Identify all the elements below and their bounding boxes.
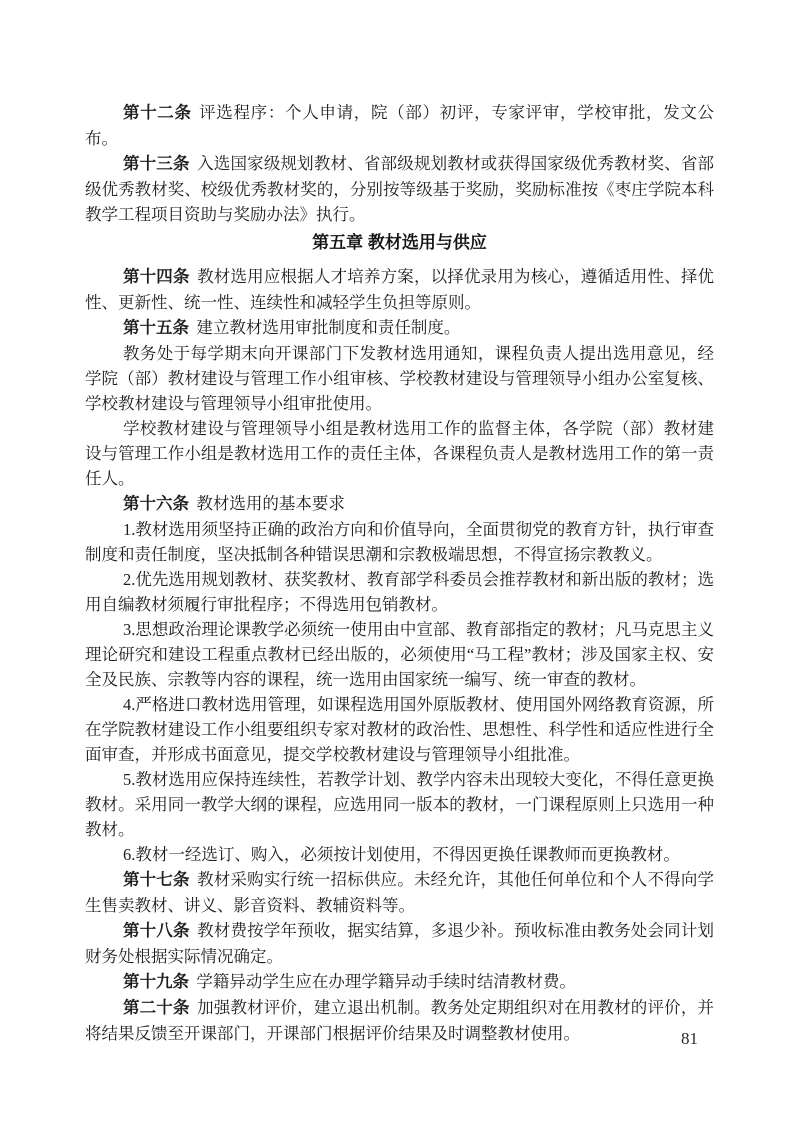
article-20-label: 第二十条 (122, 999, 190, 1017)
para-item-3 (85, 617, 714, 692)
para-item-4-text: 4.严格进口教材选用管理，如课程选用国外原版教材、使用国外网络教育资源，所在学院教材建设工作小组要组织专家对教材的政治性、思想性、科学性和适应性进行全面审查，并形成书面意见，提交学校教材建设与管理领导小组批准。 (85, 695, 714, 764)
para-article-13 (85, 151, 714, 227)
para-article-20 (85, 995, 714, 1046)
para-article-19 (85, 969, 714, 995)
para-item-2 (85, 567, 714, 617)
para-item-1 (85, 517, 714, 567)
article-18-label: 第十八条 (122, 922, 190, 940)
para-item-2-text: 2.优先选用规划教材、获奖教材、教育部学科委员会推荐教材和新出版的教材；选用自编教材须履行审批程序；不得选用包销教材。 (85, 570, 714, 614)
article-13-label: 第十三条 (122, 155, 190, 173)
article-14-text: 教材选用应根据人才培养方案，以择优录用为核心，遵循适用性、择优性、更新性、统一性、连续性和减轻学生负担等原则。 (85, 267, 715, 312)
article-17-label: 第十七条 (122, 871, 190, 889)
para-article-12 (85, 100, 714, 151)
para-item-5-text: 5.教材选用应保持连续性，若教学计划、教学内容未出现较大变化，不得任意更换教材。采用同一教学大纲的课程，应选用同一版本的教材，一门课程原则上只选用一种教材。 (85, 770, 714, 839)
article-17-text: 教材采购实行统一招标供应。未经允许，其他任何单位和个人不得向学生售卖教材、讲义、影音资料、教辅资料等。 (85, 870, 715, 915)
para-article-16 (85, 491, 714, 517)
article-19-label: 第十九条 (122, 973, 189, 991)
article-16-text: 教材选用的基本要求 (196, 494, 345, 513)
para-responsibility-bodies (85, 416, 714, 491)
para-article-17 (85, 867, 714, 918)
article-14-label: 第十四条 (122, 268, 190, 286)
para-article-18 (85, 918, 714, 969)
article-12-label: 第十二条 (122, 104, 192, 122)
para-item-5 (85, 767, 714, 842)
article-20-text: 加强教材评价，建立退出机制。教务处定期组织对在用教材的评价，并将结果反馈至开课部门，开课部门根据评价结果及时调整教材使用。 (85, 998, 715, 1043)
article-15-label: 第十五条 (122, 319, 189, 337)
article-16-label: 第十六条 (122, 495, 189, 513)
para-item-4 (85, 692, 714, 767)
para-item-6 (85, 842, 714, 867)
article-13-text: 入选国家级规划教材、省部级规划教材或获得国家级优秀教材奖、省部级优秀教材奖、校级优秀教材奖的，分别按等级基于奖励，奖励标准按《枣庄学院本科教学工程项目资助与奖励办法》执行。 (85, 154, 715, 224)
page-number: 81 (681, 1029, 698, 1048)
document-body (85, 100, 714, 1046)
para-article-15 (85, 315, 714, 341)
article-18-text: 教材费按学年预收，据实结算，多退少补。预收标准由教务处会同计划财务处根据实际情况确定。 (85, 921, 715, 966)
chapter-heading: 第五章 教材选用与供应 (312, 233, 487, 252)
para-item-3-text: 3.思想政治理论课教学必须统一使用由中宣部、教育部指定的教材；凡马克思主义理论研究和建设工程重点教材已经出版的，必须使用“马工程”教材；涉及国家主权、安全及民族、宗教等内容的课程，统一选用由国家统一编写、统一审查的教材。 (85, 620, 714, 689)
article-12-text: 评选程序：个人申请，院（部）初评，专家评审，学校审批，发文公布。 (85, 103, 715, 148)
article-15-text: 建立教材选用审批制度和责任制度。 (196, 318, 461, 337)
para-item-1-text: 1.教材选用须坚持正确的政治方向和价值导向，全面贯彻党的教育方针，执行审查制度和责任制度，坚决抵制各种错误思潮和宗教极端思想，不得宣扬宗教教义。 (85, 520, 714, 564)
para-item-6-text: 6.教材一经选订、购入，必须按计划使用，不得因更换任课教师而更换教材。 (122, 845, 680, 864)
article-19-text: 学籍异动学生应在办理学籍异动手续时结清教材费。 (196, 972, 576, 991)
para-responsibility-bodies-text: 学校教材建设与管理领导小组是教材选用工作的监督主体，各学院（部）教材建设与管理工作小组是教材选用工作的责任主体，各课程负责人是教材选用工作的第一责任人。 (85, 419, 714, 488)
para-jiaowuchu-notice-text: 教务处于每学期末向开课部门下发教材选用通知，课程负责人提出选用意见，经学院（部）教材建设与管理工作小组审核、学校教材建设与管理领导小组办公室复核、学校教材建设与管理领导小组审批使用。 (85, 344, 714, 413)
para-jiaowuchu-notice (85, 341, 714, 416)
para-article-14 (85, 264, 714, 315)
